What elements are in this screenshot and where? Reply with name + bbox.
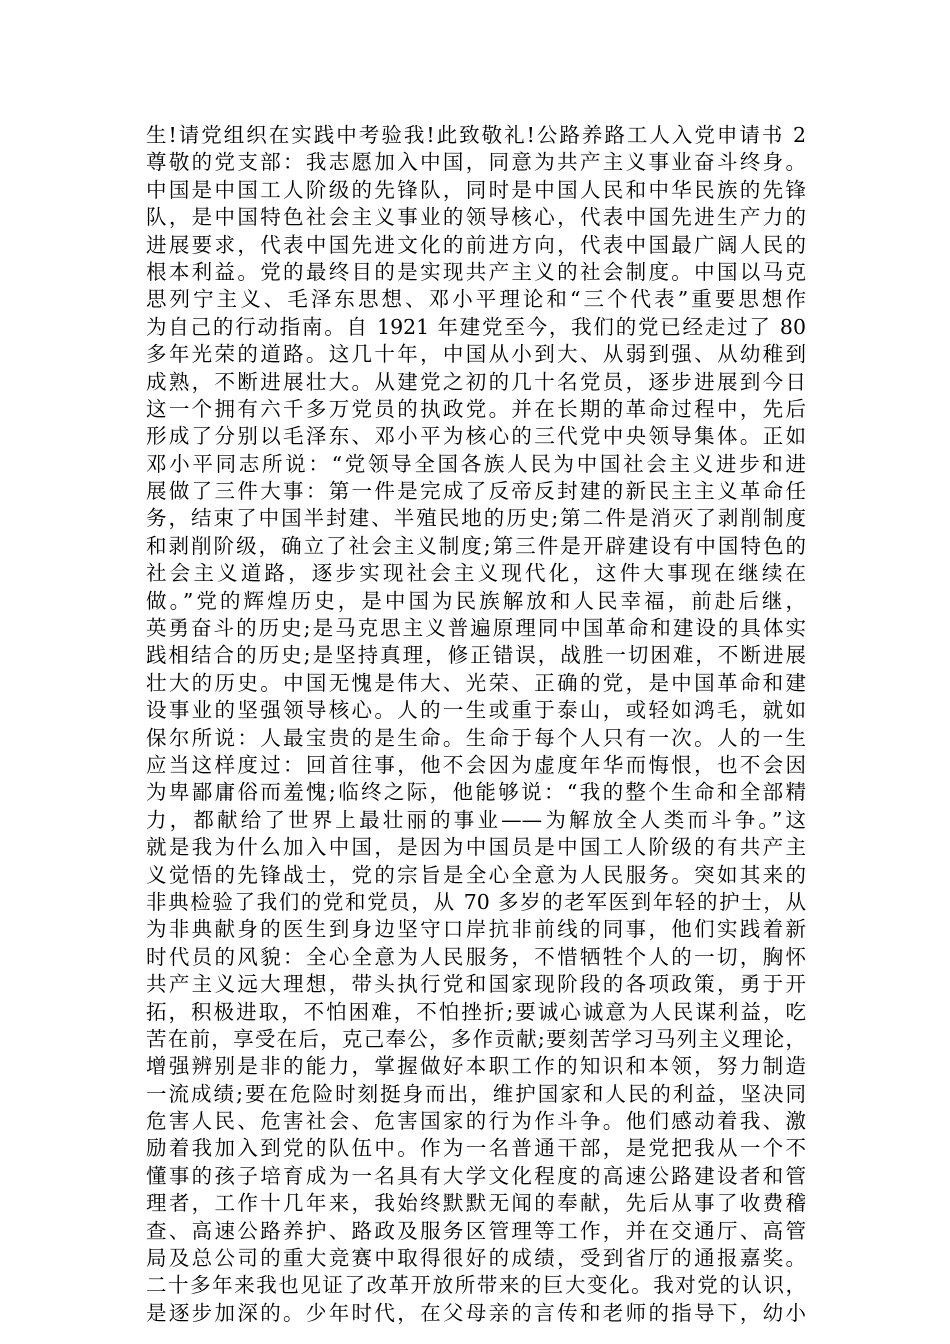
text-line: 非典检验了我们的党和党员，从 70 多岁的老军医到年轻的护士，从 [146, 889, 806, 914]
text-line: 义觉悟的先锋战士，党的宗旨是全心全意为人民服务。突如其来的 [146, 862, 806, 887]
text-line: 英勇奋斗的历史;是马克思主义普遍原理同中国革命和建设的具体实 [146, 616, 806, 641]
text-line: 查、高速公路养护、路政及服务区管理等工作，并在交通厅、高管 [146, 1218, 806, 1243]
text-line: 思列宁主义、毛泽东思想、邓小平理论和“三个代表”重要思想作 [146, 287, 806, 312]
text-line: 中国是中国工人阶级的先锋队，同时是中国人民和中华民族的先锋 [146, 177, 806, 202]
text-line: 增强辨别是非的能力，掌握做好本职工作的知识和本领，努力制造 [146, 1054, 806, 1079]
text-line: 务，结束了中国半封建、半殖民地的历史;第二件是消灭了剥削制度 [146, 506, 806, 531]
text-line: 时代员的风貌：全心全意为人民服务，不惜牺牲个人的一切，胸怀 [146, 944, 806, 969]
text-line: 生!请党组织在实践中考验我!此致敬礼!公路养路工人入党申请书 2 [146, 123, 806, 147]
text-line: 是逐步加深的。少年时代，在父母亲的言传和老师的指导下，幼小 [146, 1300, 806, 1325]
text-line: 尊敬的党支部：我志愿加入中国，同意为共产主义事业奋斗终身。 [146, 150, 806, 175]
text-line: 共产主义远大理想，带头执行党和国家现阶段的各项政策，勇于开 [146, 972, 806, 997]
text-line: 苦在前，享受在后，克己奉公，多作贡献;要刻苦学习马列主义理论， [146, 1026, 806, 1051]
text-line: 理者，工作十几年来，我始终默默无闻的奉献，先后从事了收费稽 [146, 1191, 806, 1216]
text-line: 为卑鄙庸俗而羞愧;临终之际，他能够说：“我的整个生命和全部精 [146, 780, 806, 805]
text-line: 多年光荣的道路。这几十年，中国从小到大、从弱到强、从幼稚到 [146, 342, 806, 367]
text-line: 根本利益。党的最终目的是实现共产主义的社会制度。中国以马克 [146, 259, 806, 284]
text-line: 队，是中国特色社会主义事业的领导核心，代表中国先进生产力的 [146, 205, 806, 230]
text-line: 危害人民、危害社会、危害国家的行为作斗争。他们感动着我、激 [146, 1109, 806, 1134]
text-line: 保尔所说：人最宝贵的是生命。生命于每个人只有一次。人的一生 [146, 725, 806, 750]
text-line: 社会主义道路，逐步实现社会主义现代化，这件大事现在继续在 [146, 561, 806, 586]
text-line: 展做了三件大事：第一件是完成了反帝反封建的新民主主义革命任 [146, 479, 806, 504]
text-line: 做。”党的辉煌历史，是中国为民族解放和人民幸福，前赴后继， [146, 588, 806, 613]
text-line: 进展要求，代表中国先进文化的前进方向，代表中国最广阔人民的 [146, 232, 806, 257]
text-line: 一流成绩;要在危险时刻挺身而出，维护国家和人民的利益，坚决同 [146, 1081, 806, 1106]
text-line: 成熟，不断进展壮大。从建党之初的几十名党员，逐步进展到今日 [146, 369, 806, 394]
text-line: 践相结合的历史;是坚持真理，修正错误，战胜一切困难，不断进展 [146, 643, 806, 668]
text-line: 应当这样度过：回首往事，他不会因为虚度年华而悔恨，也不会因 [146, 752, 806, 777]
text-line: 局及总公司的重大竞赛中取得很好的成绩，受到省厅的通报嘉奖。 [146, 1246, 806, 1271]
text-line: 设事业的坚强领导核心。人的一生或重于泰山，或轻如鸿毛，就如 [146, 698, 806, 723]
text-line: 邓小平同志所说：“党领导全国各族人民为中国社会主义进步和进 [146, 451, 806, 476]
text-line: 形成了分别以毛泽东、邓小平为核心的三代党中央领导集体。正如 [146, 424, 806, 449]
text-line: 和剥削阶级，确立了社会主义制度;第三件是开辟建设有中国特色的 [146, 533, 806, 558]
text-line: 就是我为什么加入中国，是因为中国员是中国工人阶级的有共产主 [146, 835, 806, 860]
text-line: 二十多年来我也见证了改革开放所带来的巨大变化。我对党的认识， [146, 1273, 806, 1298]
text-line: 拓，积极进取，不怕困难，不怕挫折;要诚心诚意为人民谋利益，吃 [146, 999, 806, 1024]
text-line: 为非典献身的医生到身边坚守口岸抗非前线的同事，他们实践着新 [146, 917, 806, 942]
text-line: 为自己的行动指南。自 1921 年建党至今，我们的党已经走过了 80 [146, 314, 806, 339]
text-line: 力，都献给了世界上最壮丽的事业——为解放全人类而斗争。”这 [146, 807, 806, 832]
text-line: 壮大的历史。中国无愧是伟大、光荣、正确的党，是中国革命和建 [146, 670, 806, 695]
text-line: 这一个拥有六千多万党员的执政党。并在长期的革命过程中，先后 [146, 396, 806, 421]
text-line: 励着我加入到党的队伍中。作为一名普通干部，是党把我从一个不 [146, 1136, 806, 1161]
body-text [146, 122, 806, 1327]
text-line: 懂事的孩子培育成为一名具有大学文化程度的高速公路建设者和管 [146, 1163, 806, 1188]
